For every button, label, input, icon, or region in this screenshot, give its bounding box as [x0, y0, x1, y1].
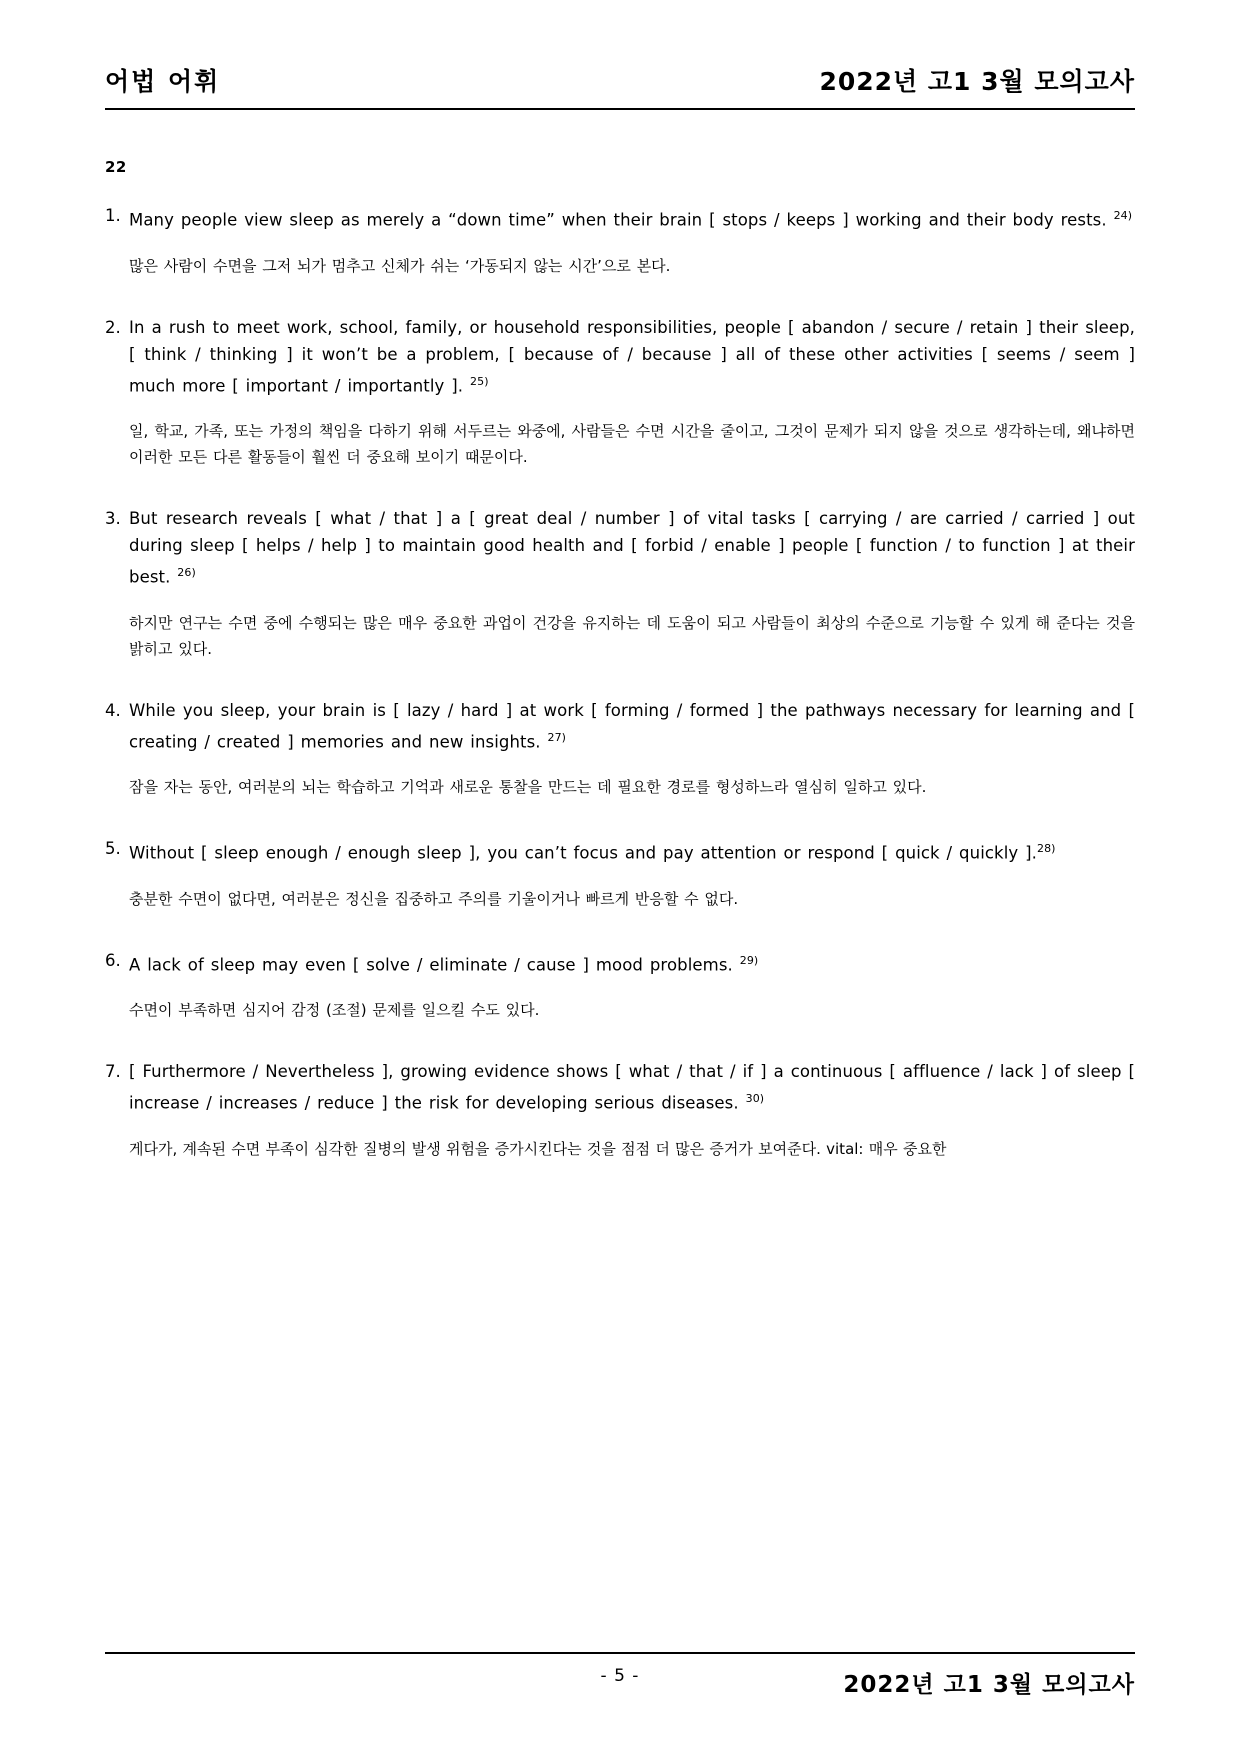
document-number: 22	[105, 158, 127, 176]
question-english-text: A lack of sleep may even [ solve / eliminate / cause ] mood problems.	[129, 955, 733, 974]
list-item	[105, 1058, 1135, 1189]
question-reference: 28)	[1036, 842, 1056, 855]
list-item	[105, 835, 1135, 939]
question-english-text: While you sleep, your brain is [ lazy / hard ] at work [ forming / formed ] the pathways necessary for learning and [ creating / created ] memories and new insights.	[129, 700, 1135, 751]
question-number: 5.	[105, 839, 121, 858]
question-reference: 24)	[1113, 209, 1133, 222]
question-number: 2.	[105, 317, 121, 337]
question-korean: 충분한 수면이 없다면, 여러분은 정신을 집중하고 주의를 기울이거나 빠르게 반응할 수 없다.	[129, 889, 739, 908]
question-reference: 27)	[547, 730, 567, 744]
page-number: - 5 -	[600, 1666, 640, 1686]
question-korean: 수면이 부족하면 심지어 감정 (조절) 문제를 일으킬 수도 있다.	[129, 1001, 540, 1019]
question-english	[129, 202, 1135, 234]
question-english-text: But research reveals [ what / that ] a [ great deal / number ] of vital tasks [ carrying / are carried / carried ] out during sleep [ helps / help ] to maintain good health and [ forbid / enable ] people [ function / to function ] at their best.	[129, 509, 1135, 587]
question-english	[129, 947, 1135, 979]
question-reference: 30)	[745, 1092, 765, 1105]
question-english	[129, 1058, 1135, 1117]
question-english-text: Without [ sleep enough / enough sleep ], you can’t focus and pay attention or respond [ quick / quickly ].	[129, 843, 1037, 863]
question-reference: 25)	[470, 374, 489, 388]
question-english	[129, 697, 1135, 756]
question-english	[129, 505, 1135, 591]
question-korean: 게다가, 계속된 수면 부족이 심각한 질병의 발생 위험을 증가시킨다는 것을 점점 더 많은 증거가 보여준다. vital: 매우 중요한	[129, 1139, 947, 1158]
list-item	[105, 947, 1135, 1051]
list-item	[105, 505, 1135, 689]
question-number: 7.	[105, 1062, 121, 1081]
question-reference: 26)	[177, 566, 196, 579]
question-english	[129, 835, 1135, 867]
page-footer	[105, 1652, 1135, 1698]
question-korean: 일, 학교, 가족, 또는 가정의 책임을 다하기 위해 서두르는 와중에, 사람들은 수면 시간을 줄이고, 그것이 문제가 되지 않을 것으로 생각하는데, 왜냐하면 이러한 모든 다른 활동들이 훨씬 더 중요해 보이기 때문이다.	[129, 422, 1135, 466]
question-english-text: [ Furthermore / Nevertheless ], growing evidence shows [ what / that / if ] a continuous [ affluence / lack ] of sleep [ increase / increases / reduce ] the risk for developing serious diseases.	[129, 1062, 1135, 1113]
question-korean: 하지만 연구는 수면 중에 수행되는 많은 매우 중요한 과업이 건강을 유지하는 데 도움이 되고 사람들이 최상의 수준으로 기능할 수 있게 해 준다는 것을 밝히고 있다.	[129, 613, 1135, 658]
question-body	[129, 835, 1135, 939]
question-number: 1.	[105, 206, 121, 225]
question-english-text: In a rush to meet work, school, family, or household responsibilities, people [ abandon / secure / retain ] their sleep, [ think / thinking ] it won’t be a problem, [ because of / because ] all of these other activities [ seems / seem ] much more [ important / importantly ].	[129, 317, 1135, 395]
list-item	[105, 202, 1135, 306]
header-exam-title: 2022년 고1 3월 모의고사	[819, 67, 1135, 96]
question-english-text: Many people view sleep as merely a “down time” when their brain [ stops / keeps ] working and their body rests.	[129, 210, 1107, 230]
question-body	[129, 314, 1135, 498]
question-body	[129, 947, 1135, 1051]
question-list	[105, 202, 1135, 1189]
page-header	[105, 0, 1135, 110]
list-item	[105, 314, 1135, 498]
footer-exam-title: 2022년 고1 3월 모의고사	[843, 1672, 1135, 1698]
question-number: 4.	[105, 700, 121, 720]
header-section-title: 어법 어휘	[105, 67, 221, 96]
question-number: 6.	[105, 950, 121, 970]
question-korean: 많은 사람이 수면을 그저 뇌가 멈추고 신체가 쉬는 ‘가동되지 않는 시간’으로 본다.	[129, 256, 671, 275]
question-body	[129, 505, 1135, 689]
question-english	[129, 314, 1135, 400]
question-body	[129, 1058, 1135, 1189]
question-reference: 29)	[739, 953, 759, 967]
question-body	[129, 202, 1135, 306]
question-body	[129, 697, 1135, 828]
list-item	[105, 697, 1135, 828]
question-korean: 잠을 자는 동안, 여러분의 뇌는 학습하고 기억과 새로운 통찰을 만드는 데 필요한 경로를 형성하느라 열심히 일하고 있다.	[129, 778, 927, 796]
question-number: 3.	[105, 509, 121, 528]
